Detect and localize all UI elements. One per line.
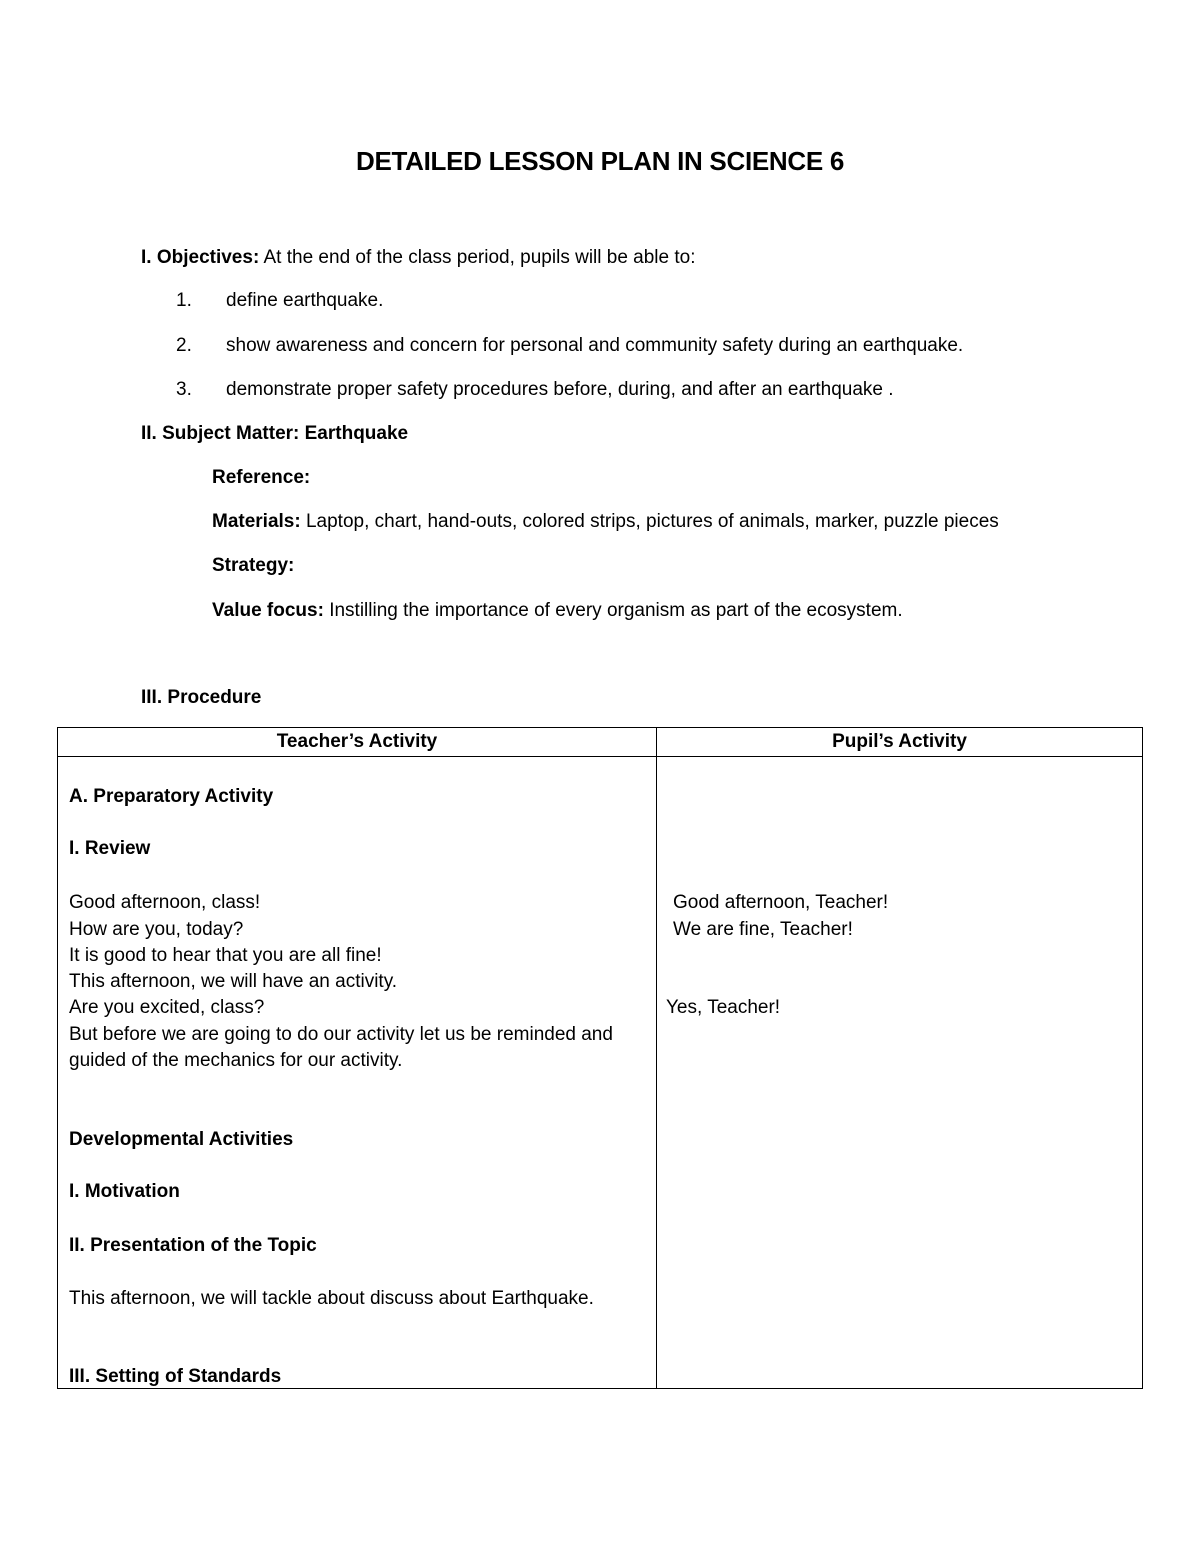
teacher-line: Good afternoon, class! [69, 892, 261, 913]
teacher-line: But before we are going to do our activity let us be reminded and [69, 1024, 613, 1045]
pupil-activity-header: Pupil’s Activity [657, 728, 1143, 757]
table-row [58, 757, 1143, 1389]
review-heading: I. Review [69, 838, 151, 859]
procedure-table [57, 727, 1143, 1389]
developmental-activities-heading: Developmental Activities [69, 1129, 294, 1150]
objective-text: demonstrate proper safety procedures before, during, and after an earthquake . [226, 379, 894, 400]
objective-number: 3. [176, 379, 192, 400]
objective-text: show awareness and concern for personal and community safety during an earthquake. [226, 335, 964, 356]
objectives-heading [141, 247, 696, 269]
materials-line [212, 511, 999, 533]
teacher-line: It is good to hear that you are all fine! [69, 945, 382, 966]
presentation-heading: II. Presentation of the Topic [69, 1235, 317, 1256]
pupil-line: Good afternoon, Teacher! [673, 892, 889, 913]
objective-number: 1. [176, 290, 192, 311]
teacher-line: guided of the mechanics for our activity. [69, 1050, 403, 1071]
value-focus-label: Value focus: [212, 600, 324, 621]
teacher-line: This afternoon, we will have an activity. [69, 971, 398, 992]
procedure-heading: III. Procedure [141, 687, 262, 708]
objectives-intro: At the end of the class period, pupils will be able to: [259, 247, 696, 268]
pupil-line: Yes, Teacher! [666, 997, 781, 1018]
value-focus-line [212, 600, 903, 622]
table-header-row [58, 728, 1143, 757]
objectives-label: I. Objectives: [141, 247, 260, 268]
objective-item [176, 379, 894, 401]
materials-label: Materials: [212, 511, 301, 532]
materials-text: Laptop, chart, hand-outs, colored strips, pictures of animals, marker, puzzle pieces [300, 511, 999, 532]
objective-number: 2. [176, 335, 192, 356]
page-title: DETAILED LESSON PLAN IN SCIENCE 6 [355, 146, 844, 176]
reference-label: Reference: [212, 467, 311, 488]
presentation-text: This afternoon, we will tackle about discuss about Earthquake. [69, 1288, 594, 1309]
setting-standards-heading: III. Setting of Standards [69, 1366, 282, 1387]
strategy-label: Strategy: [212, 555, 295, 576]
objective-text: define earthquake. [226, 290, 384, 311]
teacher-line: How are you, today? [69, 919, 244, 940]
pupil-line: We are fine, Teacher! [673, 919, 853, 940]
subject-matter-heading: II. Subject Matter: Earthquake [141, 423, 409, 444]
objective-item [176, 290, 383, 312]
motivation-heading: I. Motivation [69, 1181, 180, 1202]
preparatory-activity-heading: A. Preparatory Activity [69, 786, 274, 807]
objective-item [176, 335, 963, 357]
value-focus-text: Instilling the importance of every organism as part of the ecosystem. [323, 600, 903, 621]
teacher-line: Are you excited, class? [69, 997, 265, 1018]
teacher-activity-cell [58, 757, 657, 1389]
teacher-activity-header: Teacher’s Activity [58, 728, 657, 757]
pupil-activity-cell [657, 757, 1143, 1389]
